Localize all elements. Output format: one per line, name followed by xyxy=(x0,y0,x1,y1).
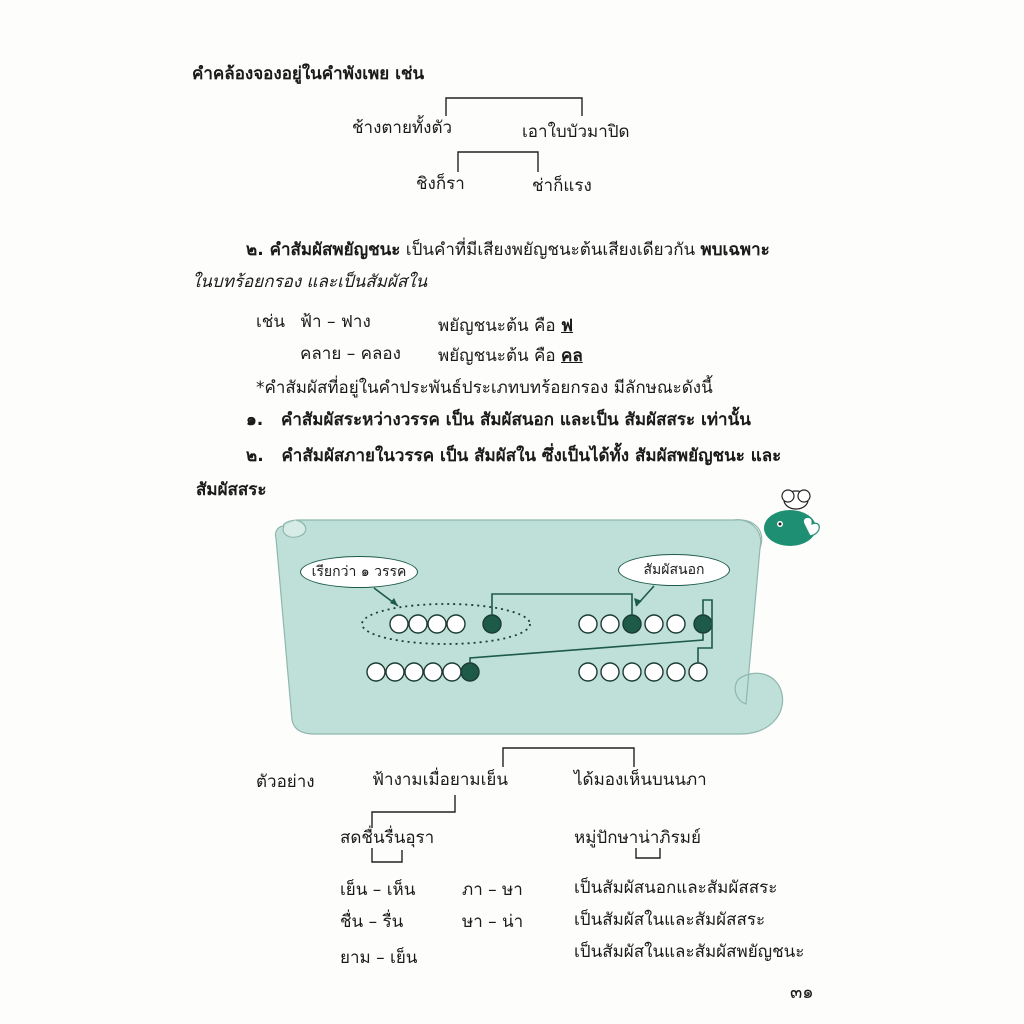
syllable-circle xyxy=(667,663,685,681)
pair-desc-2: เป็นสัมผัสในและสัมผัสสระ xyxy=(574,910,766,930)
pair-q1: ภา – ษา xyxy=(462,880,523,900)
example2-letter: คล xyxy=(561,346,583,366)
pair-3: ยาม – เย็น xyxy=(340,948,418,968)
syllable-circle xyxy=(623,663,641,681)
idiom-right-2: ช่าก็แรง xyxy=(532,176,592,196)
poem-label: ตัวอย่าง xyxy=(256,772,315,792)
syllable-circle xyxy=(645,663,663,681)
example2-desc-text: พยัญชนะต้น คือ xyxy=(438,346,556,366)
rule1-num: ๑. xyxy=(246,410,264,430)
rule2 xyxy=(246,446,781,466)
rhyme-circle xyxy=(461,663,479,681)
section2-tail: พบเฉพาะ xyxy=(700,240,770,260)
rhyme-circle xyxy=(483,615,501,633)
pair-1: เย็น – เห็น xyxy=(340,880,416,900)
syllable-circle xyxy=(601,663,619,681)
example1-pair: ฟ้า – ฟาง xyxy=(300,312,371,332)
idiom-right-1: เอาใบบัวมาปิด xyxy=(522,122,630,142)
section2-line2: ในบทร้อยกรอง และเป็นสัมผัสใน xyxy=(192,272,428,292)
syllable-circle xyxy=(428,615,446,633)
syllable-circle xyxy=(409,615,427,633)
syllable-circle xyxy=(689,663,707,681)
syllable-circle xyxy=(667,615,685,633)
syllable-circle xyxy=(386,663,404,681)
idiom-left-1: ช้างตายทั้งตัว xyxy=(352,118,453,138)
section2-lead: ๒. คำสัมผัสพยัญชนะ xyxy=(246,240,401,260)
syllable-circle xyxy=(579,663,597,681)
syllable-circle xyxy=(390,615,408,633)
example2-desc xyxy=(438,346,583,366)
poem-line1a: ฟ้างามเมื่อยามเย็น xyxy=(372,770,508,790)
bubble-outer-rhyme: สัมผัสนอก xyxy=(618,554,730,586)
page-number: ๓๑ xyxy=(790,982,814,1003)
example2-pair: คลาย – คลอง xyxy=(300,344,401,364)
rhyme-circle xyxy=(694,615,712,633)
examples-label: เช่น xyxy=(256,312,285,332)
rule1 xyxy=(246,410,751,430)
syllable-circle xyxy=(405,663,423,681)
poem-line2b: หมู่ปักษาน่าภิรมย์ xyxy=(574,828,701,848)
syllable-circle xyxy=(367,663,385,681)
mascot-icon xyxy=(760,486,830,550)
syllable-circle xyxy=(443,663,461,681)
note-line: *คำสัมผัสที่อยู่ในคำประพันธ์ประเภทบทร้อยกรอง มีลักษณะดังนี้ xyxy=(256,378,713,398)
syllable-circle xyxy=(424,663,442,681)
rule2-text: คำสัมผัสภายในวรรค เป็น สัมผัสใน ซึ่งเป็นได้ทั้ง สัมผัสพยัญชนะ และ xyxy=(281,446,782,466)
example1-desc-text: พยัญชนะต้น คือ xyxy=(438,316,556,336)
intro-line: คำคล้องจองอยู่ในคำพังเพย เช่น xyxy=(192,64,425,84)
syllable-circle xyxy=(579,615,597,633)
syllable-circle xyxy=(447,615,465,633)
poem-line2a: สดชื่นรื่นอุรา xyxy=(340,828,435,848)
syllable-circle xyxy=(645,615,663,633)
pair-desc-3: เป็นสัมผัสในและสัมผัสพยัญชนะ xyxy=(574,942,805,962)
rule2-line2: สัมผัสสระ xyxy=(196,480,267,500)
poem-line1b: ได้มองเห็นบนนภา xyxy=(574,770,707,790)
example1-letter: ฟ xyxy=(561,316,574,336)
syllable-circle xyxy=(601,615,619,633)
scroll-graphic xyxy=(270,508,790,740)
pair-desc-1: เป็นสัมผัสนอกและสัมผัสสระ xyxy=(574,878,778,898)
scroll-diagram xyxy=(270,508,790,740)
rule1-text: คำสัมผัสระหว่างวรรค เป็น สัมผัสนอก และเป็น สัมผัสสระ เท่านั้น xyxy=(281,410,751,430)
rhyme-circle xyxy=(623,615,641,633)
example1-desc xyxy=(438,316,573,336)
pair-2: ชื่น – รื่น xyxy=(340,912,404,932)
section2-rest: เป็นคำที่มีเสียงพยัญชนะต้นเสียงเดียวกัน xyxy=(405,240,696,260)
idiom-left-2: ชิงก็รา xyxy=(416,174,465,194)
pair-q2: ษา – น่า xyxy=(462,912,524,932)
rule2-num: ๒. xyxy=(246,446,264,466)
bubble-verse: เรียกว่า ๑ วรรค xyxy=(300,556,418,588)
section2-line1 xyxy=(246,240,770,260)
